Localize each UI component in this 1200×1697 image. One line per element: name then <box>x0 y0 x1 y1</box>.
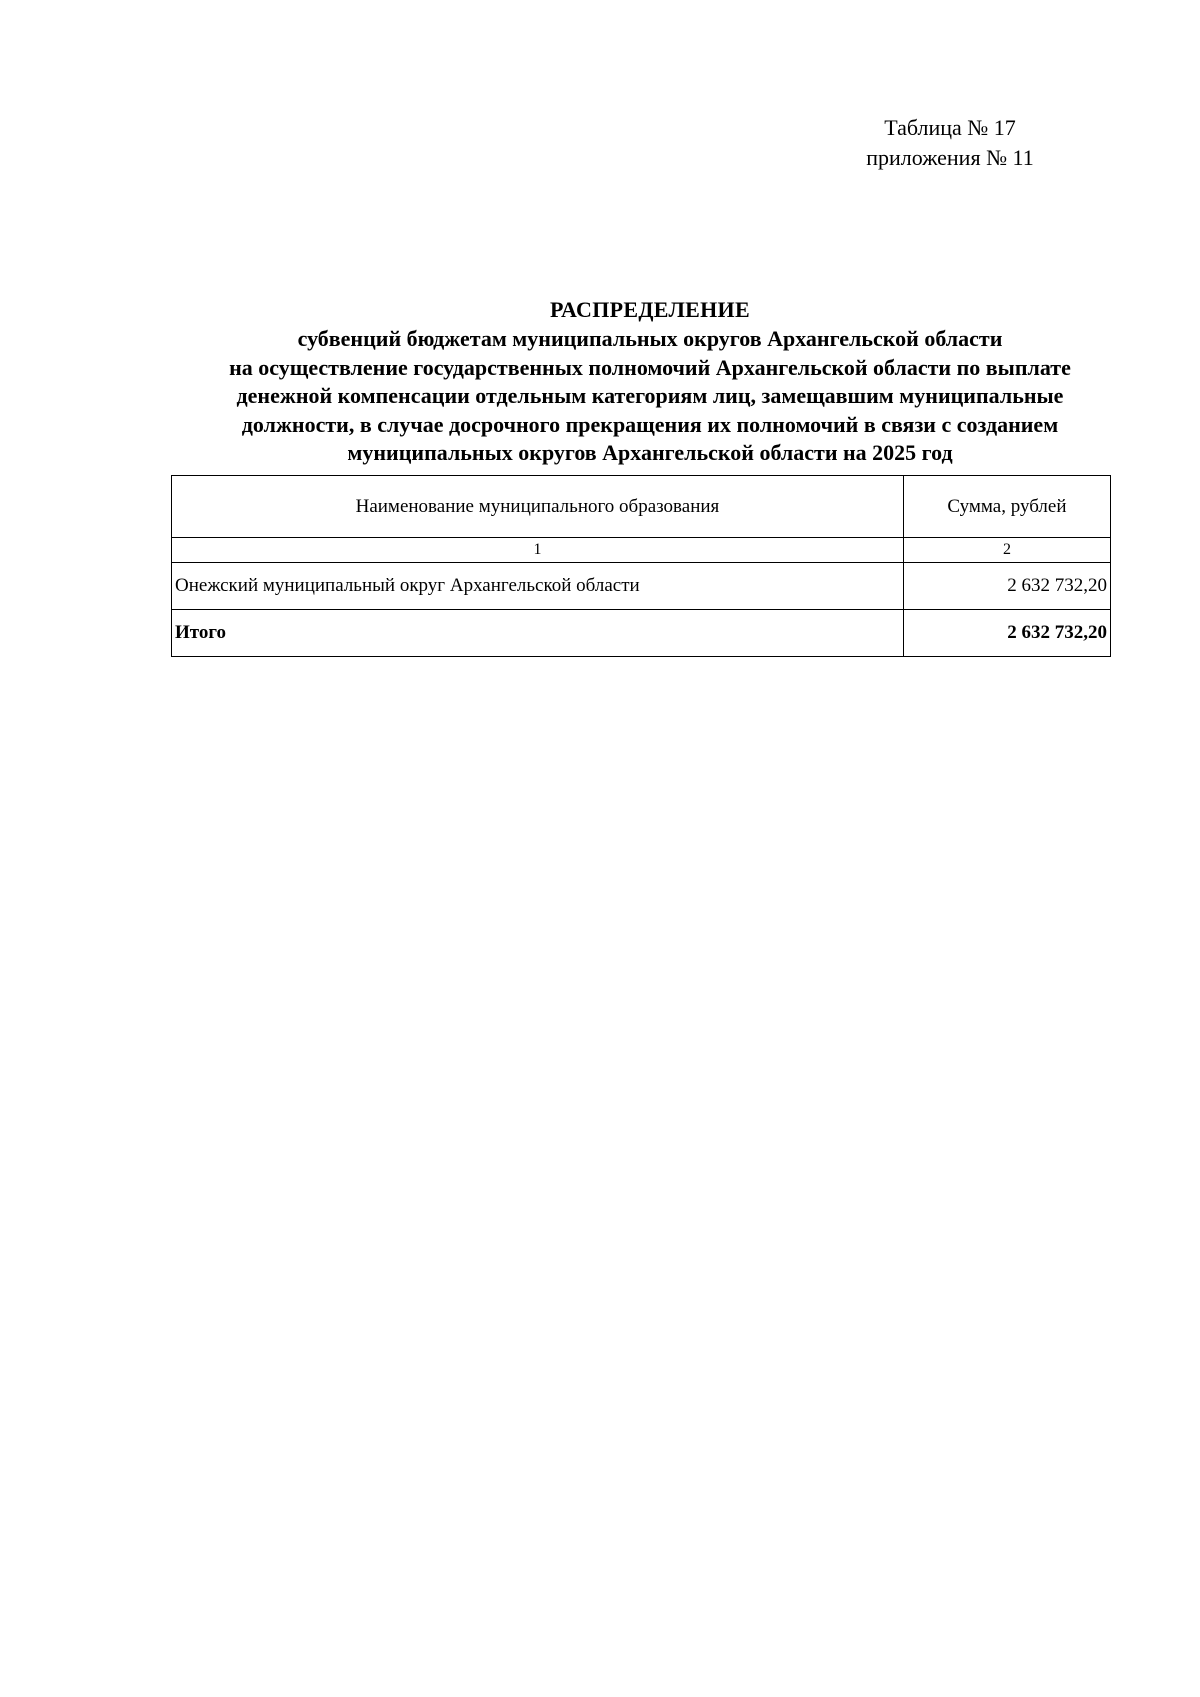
column-number: 1 <box>172 538 904 563</box>
table-number-label: Таблица № 17 <box>884 115 1016 140</box>
table-reference <box>830 113 1070 173</box>
column-number: 2 <box>903 538 1110 563</box>
appendix-number-label: приложения № 11 <box>866 145 1034 170</box>
column-number-row <box>172 538 1111 563</box>
title-line: на осуществление государственных полномочий Архангельской области по выплате <box>229 354 1071 380</box>
column-header-name: Наименование муниципального образования <box>172 476 904 538</box>
title-description <box>170 325 1130 468</box>
title-line: муниципальных округов Архангельской области на 2025 год <box>347 440 953 465</box>
distribution-table <box>171 475 1111 657</box>
title-line: должности, в случае досрочного прекращения их полномочий в связи с созданием <box>241 411 1059 437</box>
total-label-cell: Итого <box>172 610 904 657</box>
column-header-amount: Сумма, рублей <box>903 476 1110 538</box>
table-row <box>172 563 1111 610</box>
total-amount-cell: 2 632 732,20 <box>903 610 1110 657</box>
table-header-row <box>172 476 1111 538</box>
amount-cell: 2 632 732,20 <box>903 563 1110 610</box>
title-heading: РАСПРЕДЕЛЕНИЕ <box>550 297 750 322</box>
municipality-name-cell: Онежский муниципальный округ Архангельской области <box>172 563 904 610</box>
total-row <box>172 610 1111 657</box>
document-title <box>170 295 1130 468</box>
title-line: субвенций бюджетам муниципальных округов Архангельской области <box>297 326 1003 351</box>
title-line: денежной компенсации отдельным категориям лиц, замещавшим муниципальные <box>236 383 1064 408</box>
